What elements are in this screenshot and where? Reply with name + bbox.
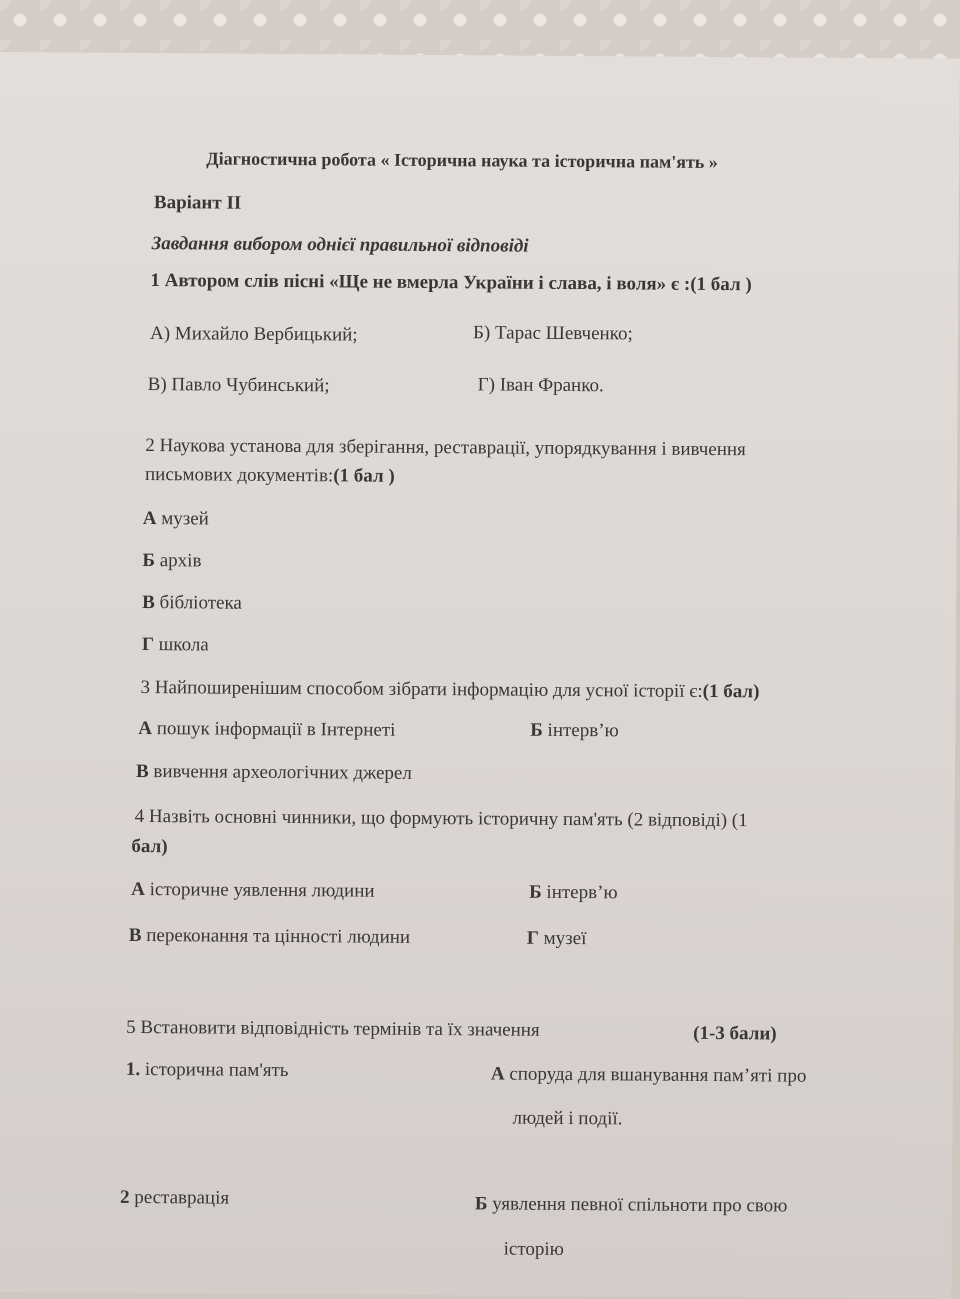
q1-option-g: Г) Іван Франко.	[477, 374, 604, 397]
q2-points: (1 бал )	[333, 465, 395, 487]
q4-option-g: Г музеї	[526, 927, 587, 950]
page-title: Діагностична робота « Історична наука та історична пам'ять »	[206, 148, 718, 173]
lace-tablecloth	[0, 0, 960, 60]
q1-option-v: В) Павло Чубинський;	[147, 374, 330, 397]
q4-question-line2: бал)	[131, 835, 168, 858]
q3-question	[140, 677, 759, 704]
q4-option-a: А історичне уявлення людини	[131, 878, 375, 902]
q3-option-v: В вивчення археологічних джерел	[135, 760, 412, 784]
q1-option-b: Б) Тарас Шевченко;	[472, 322, 633, 345]
q3-option-b: Б інтерв’ю	[530, 719, 619, 742]
q2-option-a: А музей	[142, 508, 209, 530]
worksheet-page	[0, 52, 960, 1299]
q5-definition-a-line1: А споруда для вшанування пам’яті про	[490, 1063, 807, 1087]
q5-definition-b-line2: історію	[503, 1238, 564, 1260]
instructions: Завдання вибором однієї правильної відповіді	[151, 233, 529, 257]
q1-option-a: А) Михайло Вербицький;	[149, 323, 358, 346]
q2-question-line2-text: письмових документів:	[144, 464, 334, 487]
q4-option-b: Б інтерв’ю	[529, 881, 618, 904]
q4-option-v: В переконання та цінності людини	[128, 924, 411, 948]
q5-question: 5 Встановити відповідність термінів та їх значення	[126, 1016, 540, 1041]
q2-option-v: В бібліотека	[142, 592, 242, 614]
q1-question: 1 Автором слів пісні «Ще не вмерла України і слава, і воля» є :(1 бал )	[150, 270, 752, 296]
q3-points: (1 бал)	[702, 680, 760, 703]
q2-question-line1: 2 Наукова установа для зберігання, реставрації, упорядкування і вивчення	[145, 435, 746, 461]
q5-term-1: 1. історична пам'ять	[125, 1058, 289, 1082]
q5-term-2: 2 реставрація	[119, 1186, 230, 1209]
q5-points: (1-3 бали)	[693, 1022, 777, 1045]
q2-option-g: Г школа	[141, 634, 209, 656]
q5-definition-a-line2: людей і події.	[512, 1107, 623, 1130]
q5-definition-b-line1: Б уявлення певної спільноти про свою	[474, 1193, 788, 1217]
q2-question-line2	[145, 464, 395, 489]
q4-question-line1: 4 Назвіть основні чинники, що формують історичну пам'ять (2 відповіді) (1	[134, 805, 748, 832]
q3-option-a: А пошук інформації в Інтернеті	[138, 717, 396, 741]
variant-label: Варіант ІІ	[153, 192, 242, 214]
q2-option-b: Б архів	[142, 550, 202, 572]
q3-question-text: 3 Найпоширенішим способом зібрати інформацію для усної історії є:	[140, 676, 703, 702]
